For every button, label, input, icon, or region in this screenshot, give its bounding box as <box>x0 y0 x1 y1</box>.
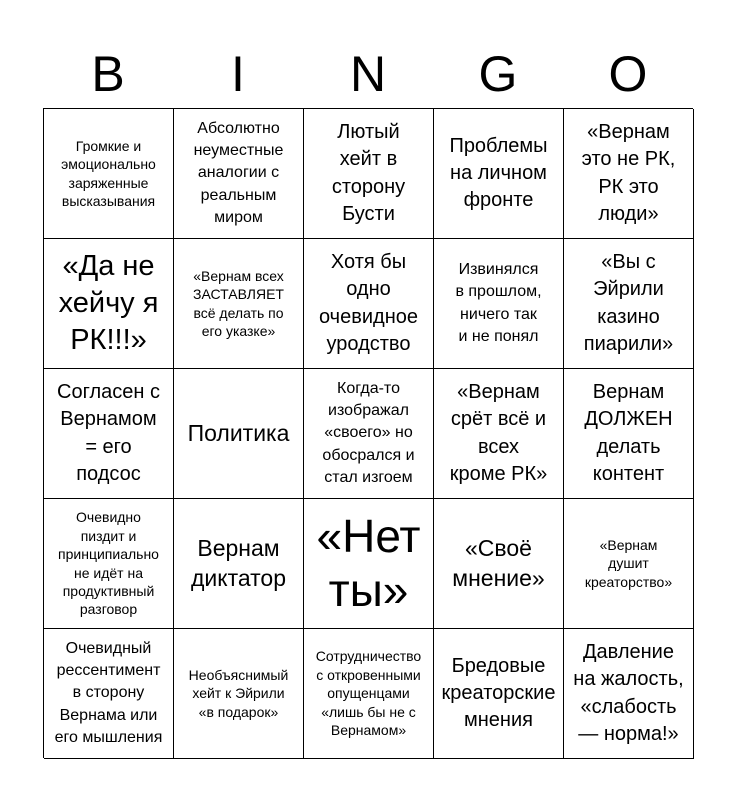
bingo-cell-r5-c2[interactable]: Необъяснимый хейт к Эйрили «в подарок» <box>174 629 304 759</box>
bingo-cell-r3-c1[interactable]: Согласен с Вернамом = его подсос <box>44 369 174 499</box>
bingo-cell-r2-c1[interactable]: «Да не хейчу я РК!!!» <box>44 239 174 369</box>
bingo-cell-r5-c1[interactable]: Очевидный рессентимент в сторону Вернама или его мышления <box>44 629 174 759</box>
bingo-cell-r3-c3[interactable]: Когда-то изображал «своего» но обосрался и стал изгоем <box>304 369 434 499</box>
bingo-cell-r2-c5[interactable]: «Вы с Эйрили казино пиарили» <box>564 239 694 369</box>
bingo-cell-r1-c2[interactable]: Абсолютно неуместные аналогии с реальным миром <box>174 109 304 239</box>
bingo-cell-r1-c3[interactable]: Лютый хейт в сторону Бусти <box>304 109 434 239</box>
bingo-cell-r5-c4[interactable]: Бредовые креаторские мнения <box>434 629 564 759</box>
bingo-cell-r4-c3[interactable]: «Нет ты» <box>304 499 434 629</box>
bingo-cell-r2-c2[interactable]: «Вернам всех ЗАСТАВЛЯЕТ всё делать по его указке» <box>174 239 304 369</box>
bingo-cell-r1-c4[interactable]: Проблемы на личном фронте <box>434 109 564 239</box>
header-letter-n: N <box>349 46 387 102</box>
bingo-cell-r2-c4[interactable]: Извинялся в прошлом, ничего так и не понял <box>434 239 564 369</box>
header-letter-g: G <box>478 46 518 102</box>
bingo-cell-r4-c4[interactable]: «Своё мнение» <box>434 499 564 629</box>
bingo-cell-r5-c5[interactable]: Давление на жалость, «слабость — норма!» <box>564 629 694 759</box>
bingo-cell-r5-c3[interactable]: Сотрудничество с откровенными опущенцами «лишь бы не с Вернамом» <box>304 629 434 759</box>
bingo-cell-r4-c1[interactable]: Очевидно пиздит и принципиально не идёт на продуктивный разговор <box>44 499 174 629</box>
bingo-cell-r3-c4[interactable]: «Вернам срёт всё и всех кроме РК» <box>434 369 564 499</box>
bingo-cell-r3-c5[interactable]: Вернам ДОЛЖЕН делать контент <box>564 369 694 499</box>
bingo-cell-r4-c2[interactable]: Вернам диктатор <box>174 499 304 629</box>
bingo-cell-r4-c5[interactable]: «Вернам душит креаторство» <box>564 499 694 629</box>
header-letter-i: I <box>231 46 245 102</box>
bingo-header <box>43 40 693 108</box>
header-letter-b: B <box>91 46 125 102</box>
header-letter-o: O <box>608 46 648 102</box>
bingo-cell-r2-c3[interactable]: Хотя бы одно очевидное уродство <box>304 239 434 369</box>
bingo-cell-r3-c2[interactable]: Политика <box>174 369 304 499</box>
bingo-cell-r1-c1[interactable]: Громкие и эмоционально заряженные высказывания <box>44 109 174 239</box>
bingo-cell-r1-c5[interactable]: «Вернам это не РК, РК это люди» <box>564 109 694 239</box>
bingo-board <box>43 108 693 758</box>
